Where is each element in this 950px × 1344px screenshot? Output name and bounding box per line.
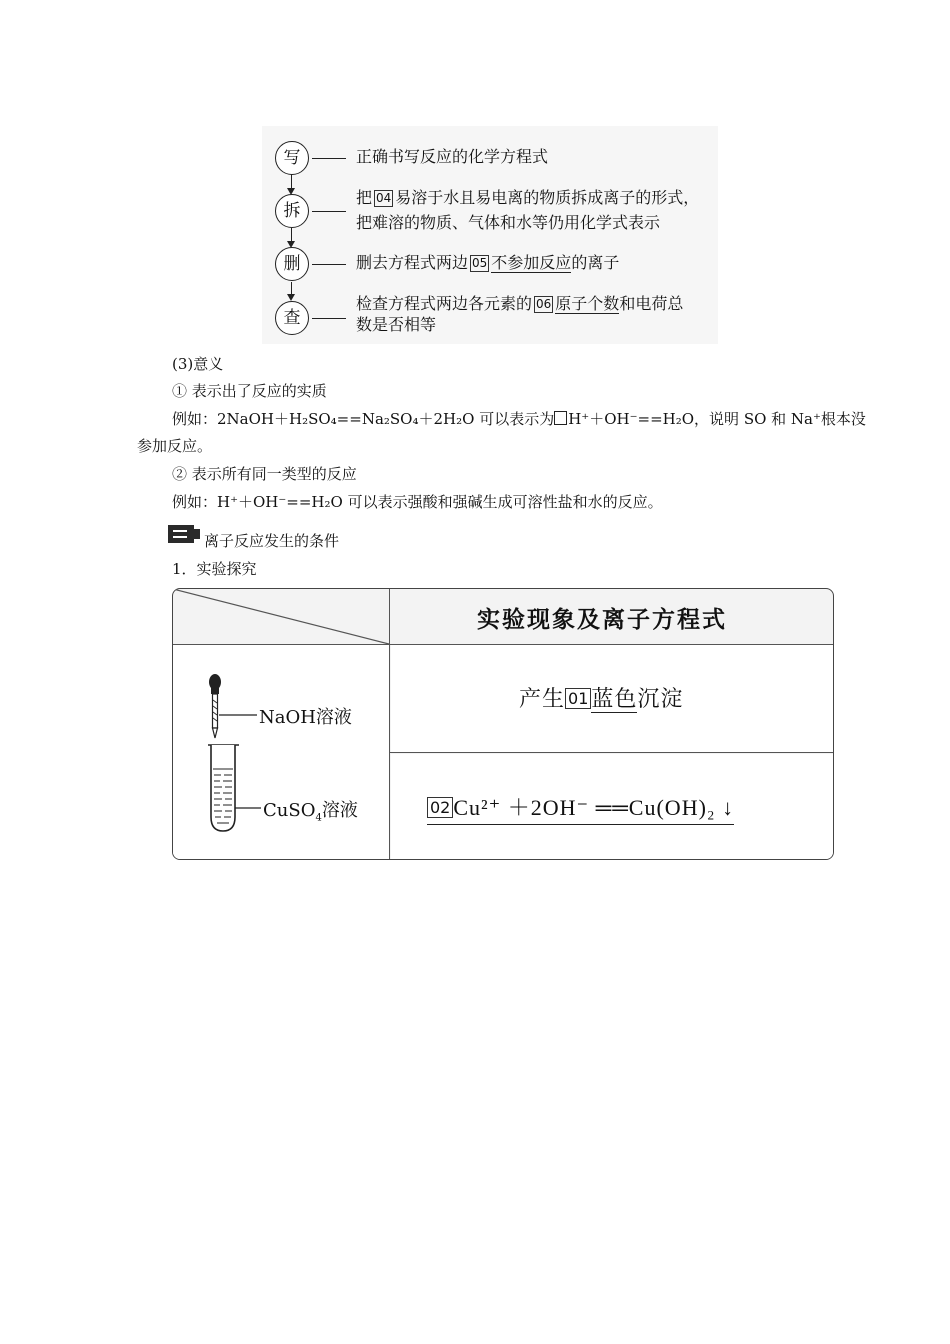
step-delete-text: 删去方程式两边 05 不参加反应的离子 [356, 253, 620, 272]
step-dash [312, 264, 346, 265]
step-split-text-line1: 把 04 易溶于水且易电离的物质拆成离子的形式， [356, 188, 700, 207]
flow-connector [291, 174, 292, 188]
step-dash [312, 211, 346, 212]
step-split: 拆 [275, 194, 309, 228]
step-write-text: 正确书写反应的化学方程式 [356, 147, 549, 166]
step-split-text-line2: 把难溶的物质、气体和水等仍用化学式表示 [356, 213, 661, 232]
step-dash [312, 318, 346, 319]
phenomenon-text: 产生 01 蓝色沉淀 [519, 687, 684, 712]
section-title-conditions: 离子反应发生的条件 [204, 532, 340, 550]
step-check-text-line2: 数是否相等 [356, 315, 437, 334]
table-header: 实验现象及离子方程式 [477, 606, 727, 633]
step-dash [312, 158, 346, 159]
test-tube-dropper-icon [173, 645, 389, 860]
experiment-subtitle: 1．实验探究 [172, 560, 257, 578]
step-check: 查 [275, 301, 309, 335]
step-delete: 删 [275, 247, 309, 281]
meaning-example-1-cont: 参加反应。 [137, 437, 213, 455]
reagent-cuso4-label: CuSO$_4$溶液 [263, 800, 358, 824]
diagonal-header-line [173, 589, 390, 645]
meaning-point-2: ② 表示所有同一类型的反应 [172, 465, 357, 483]
section-marker-icon [168, 525, 194, 543]
experiment-table [172, 588, 834, 860]
meaning-example-2: 例如：H⁺＋OH⁻==H₂O 可以表示强酸和强碱生成可溶性盐和水的反应。 [172, 493, 663, 511]
meaning-example-1: 例如：2NaOH＋H₂SO₄==Na₂SO₄＋2H₂O 可以表示为 H⁺＋OH⁻==H₂O，说明 SO 和 Na⁺根本没 [172, 410, 866, 428]
ionic-equation-flowchart [262, 126, 718, 344]
section-heading-meaning: (3)意义 [172, 355, 224, 373]
step-write: 写 [275, 141, 309, 175]
step-check-text-line1: 检查方程式两边各元素的 06 原子个数和电荷总 [356, 294, 684, 313]
table-divider [390, 752, 834, 753]
ionic-equation: 02 Cu²⁺ ＋2OH⁻ ══Cu(OH)₂ ↓ [427, 791, 734, 825]
reagent-naoh-label: NaOH溶液 [259, 707, 352, 728]
blank-box [554, 411, 567, 425]
arrow-down-icon [287, 294, 295, 301]
meaning-point-1: ① 表示出了反应的实质 [172, 382, 327, 400]
